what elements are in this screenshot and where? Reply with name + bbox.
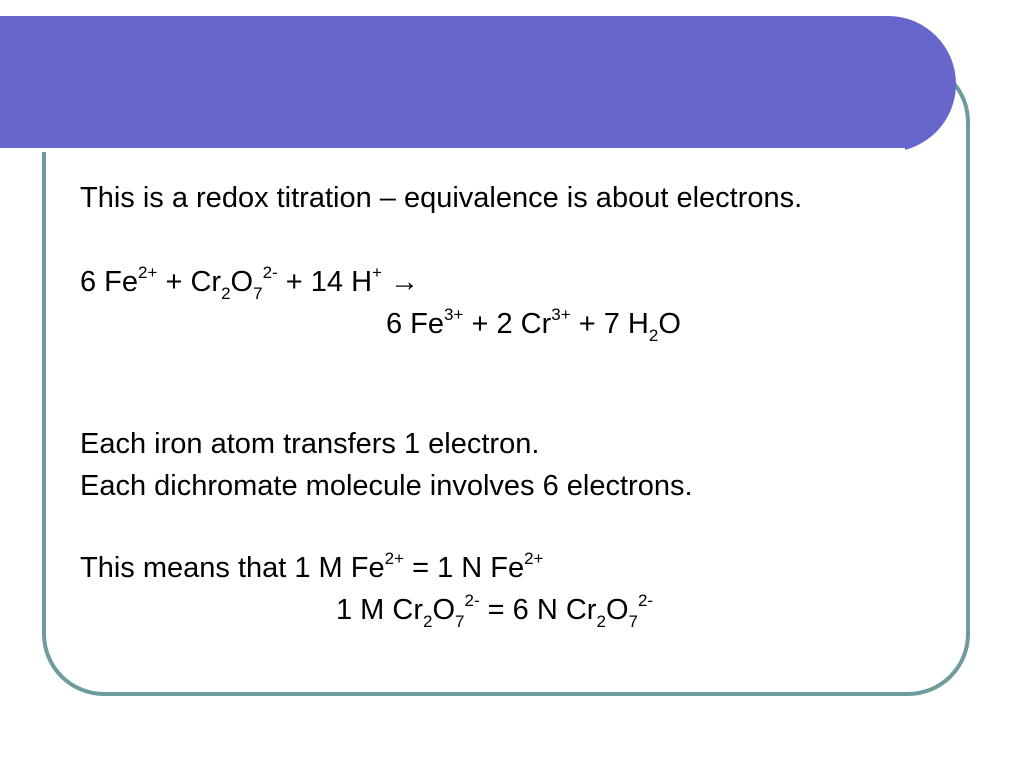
eq-text: O: [230, 266, 254, 298]
means-subscript: 2: [423, 612, 433, 631]
means-text: 1 M Cr: [336, 594, 423, 626]
eq-superscript: 3+: [444, 305, 464, 324]
means-subscript: 2: [596, 612, 606, 631]
eq-text: + Cr: [157, 266, 222, 298]
eq-subscript: 7: [253, 284, 263, 303]
means-text: = 6 N Cr: [479, 594, 597, 626]
eq-text: + 14 H: [277, 266, 373, 298]
means-text: = 1 N Fe: [404, 552, 525, 584]
eq-text: 6 Fe: [80, 266, 139, 298]
header-band: [0, 16, 956, 152]
means-subscript: 7: [628, 612, 638, 631]
eq-text: →: [381, 266, 420, 298]
statement-iron: Each iron atom transfers 1 electron.: [80, 428, 540, 460]
means-line-1: [80, 546, 543, 590]
means-text: O: [432, 594, 456, 626]
eq-subscript: 2: [648, 326, 659, 345]
eq-subscript: 2: [221, 284, 231, 303]
eq-superscript: +: [372, 263, 382, 282]
header-divider: [0, 148, 905, 152]
eq-superscript: 2+: [138, 263, 158, 282]
eq-superscript: 3+: [551, 305, 571, 324]
means-superscript: 2+: [524, 549, 544, 568]
equation-products: [386, 302, 681, 346]
means-superscript: 2+: [384, 549, 405, 568]
eq-superscript: 2-: [262, 263, 278, 282]
eq-text: 6 Fe: [386, 308, 445, 340]
means-line-2: [336, 588, 653, 632]
eq-text: + 2 Cr: [463, 308, 552, 340]
eq-text: + 7 H: [570, 308, 649, 340]
means-superscript: 2-: [464, 591, 480, 610]
means-superscript: 2-: [637, 591, 654, 610]
statement-dichromate: Each dichromate molecule involves 6 electrons.: [80, 470, 693, 502]
means-text: This means that 1 M Fe: [80, 552, 385, 584]
intro-text: This is a redox titration – equivalence is about electrons.: [80, 182, 803, 214]
means-subscript: 7: [455, 612, 465, 631]
eq-text: O: [658, 308, 681, 340]
means-text: O: [605, 594, 629, 626]
equation-reactants: [80, 260, 419, 304]
